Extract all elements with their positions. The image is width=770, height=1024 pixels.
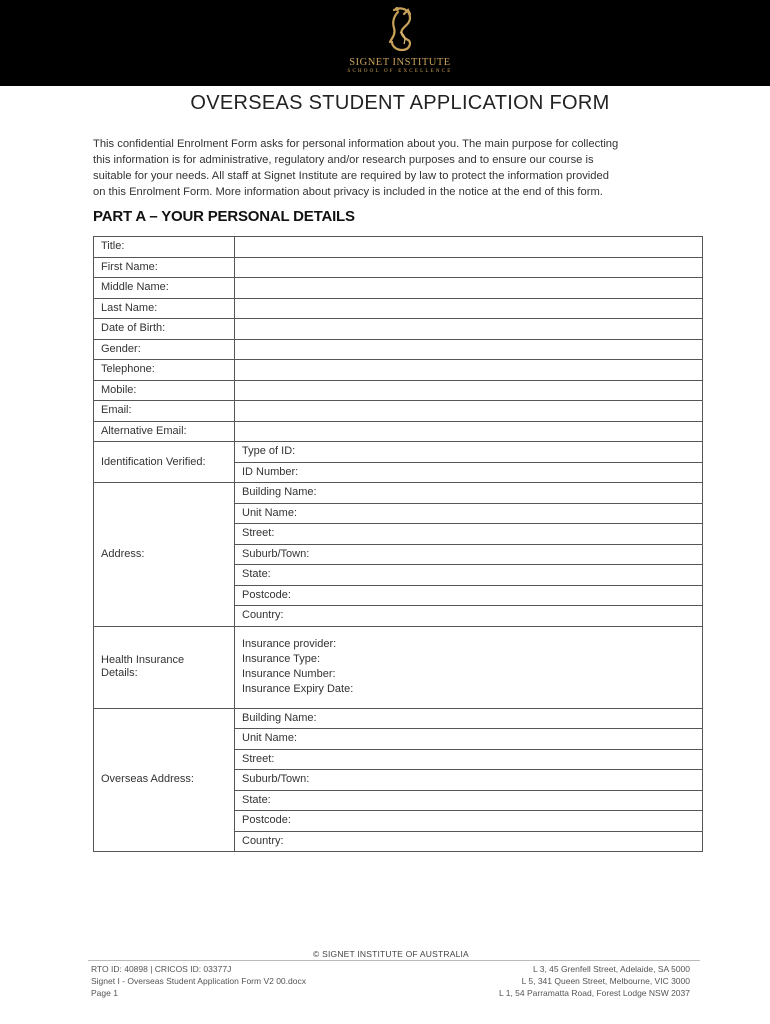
field-label-email: Email: <box>94 401 235 422</box>
intro-line: on this Enrolment Form. More information about privacy is included in the notice at the end of this form. <box>93 186 603 198</box>
table-row <box>94 401 703 422</box>
table-row <box>94 278 703 299</box>
table-row <box>94 360 703 381</box>
brand-tagline: SCHOOL OF EXCELLENCE <box>347 69 453 74</box>
footer-filename-line: Signet I - Overseas Student Application Form V2 00.docx <box>91 976 306 986</box>
field-label-middle-name: Middle Name: <box>94 278 235 299</box>
footer-address-melbourne: L 5, 341 Queen Street, Melbourne, VIC 3000 <box>521 976 690 986</box>
table-row <box>94 319 703 340</box>
health-insurance-label-line: Details: <box>101 667 138 679</box>
footer-page-number: Page 1 <box>91 988 118 998</box>
table-row <box>94 421 703 442</box>
id-type-input[interactable]: Type of ID: <box>235 442 703 463</box>
date-of-birth-input[interactable] <box>235 319 703 340</box>
field-label-alternative-email: Alternative Email: <box>94 421 235 442</box>
title-input[interactable] <box>235 237 703 258</box>
field-label-gender: Gender: <box>94 339 235 360</box>
field-label-identification-verified: Identification Verified: <box>94 442 235 483</box>
footer-address-forest-lodge: L 1, 54 Parramatta Road, Forest Lodge NSW 2037 <box>498 988 690 998</box>
overseas-building-name-input[interactable]: Building Name: <box>235 708 703 729</box>
overseas-street-input[interactable]: Street: <box>235 749 703 770</box>
table-row <box>94 298 703 319</box>
last-name-input[interactable] <box>235 298 703 319</box>
alternative-email-input[interactable] <box>235 421 703 442</box>
field-label-mobile: Mobile: <box>94 380 235 401</box>
overseas-state-input[interactable]: State: <box>235 790 703 811</box>
page-header <box>0 0 770 86</box>
insurance-number-line: Insurance Number: <box>242 668 336 680</box>
table-row <box>94 339 703 360</box>
overseas-postcode-input[interactable]: Postcode: <box>235 811 703 832</box>
address-street-input[interactable]: Street: <box>235 524 703 545</box>
field-label-address: Address: <box>94 483 235 627</box>
address-state-input[interactable]: State: <box>235 565 703 586</box>
overseas-suburb-town-input[interactable]: Suburb/Town: <box>235 770 703 791</box>
field-label-title: Title: <box>94 237 235 258</box>
footer-address-block <box>420 963 690 999</box>
footer-divider <box>88 960 700 961</box>
mobile-input[interactable] <box>235 380 703 401</box>
intro-line: this information is for administrative, regulatory and/or research purposes and to ensure our course is <box>93 154 594 166</box>
overseas-unit-name-input[interactable]: Unit Name: <box>235 729 703 750</box>
brand-logo <box>340 4 460 84</box>
field-label-telephone: Telephone: <box>94 360 235 381</box>
health-insurance-input[interactable] <box>235 626 703 708</box>
page-title: OVERSEAS STUDENT APPLICATION FORM <box>190 92 610 114</box>
telephone-input[interactable] <box>235 360 703 381</box>
brand-name: SIGNET INSTITUTE <box>349 57 451 68</box>
footer-address-adelaide: L 3, 45 Grenfell Street, Adelaide, SA 5000 <box>532 964 690 974</box>
table-row <box>94 442 703 463</box>
intro-line: This confidential Enrolment Form asks for personal information about you. The main purpose for collecting <box>93 138 619 150</box>
personal-details-table <box>93 236 703 852</box>
footer-rto-line: RTO ID: 40898 | CRICOS ID: 03377J <box>91 964 232 974</box>
first-name-input[interactable] <box>235 257 703 278</box>
email-input[interactable] <box>235 401 703 422</box>
insurance-expiry-line: Insurance Expiry Date: <box>242 683 354 695</box>
gender-input[interactable] <box>235 339 703 360</box>
table-row <box>94 237 703 258</box>
insurance-provider-line: Insurance provider: <box>242 638 337 650</box>
overseas-country-input[interactable]: Country: <box>235 831 703 852</box>
part-a-heading: PART A – YOUR PERSONAL DETAILS <box>93 208 355 225</box>
footer-copyright: © SIGNET INSTITUTE OF AUSTRALIA <box>313 949 469 959</box>
intro-line: suitable for your needs. All staff at Signet Institute are required by law to protect the information provided <box>93 170 609 182</box>
health-insurance-label-line: Health Insurance <box>101 654 185 666</box>
field-label-date-of-birth: Date of Birth: <box>94 319 235 340</box>
horse-head-logo-icon <box>380 4 420 56</box>
field-label-last-name: Last Name: <box>94 298 235 319</box>
field-label-health-insurance <box>94 626 235 708</box>
address-postcode-input[interactable]: Postcode: <box>235 585 703 606</box>
table-row <box>94 380 703 401</box>
id-number-input[interactable]: ID Number: <box>235 462 703 483</box>
table-row <box>94 483 703 504</box>
field-label-first-name: First Name: <box>94 257 235 278</box>
address-unit-name-input[interactable]: Unit Name: <box>235 503 703 524</box>
address-country-input[interactable]: Country: <box>235 606 703 627</box>
field-label-overseas-address: Overseas Address: <box>94 708 235 852</box>
table-row <box>94 257 703 278</box>
footer-left-block <box>91 963 306 999</box>
table-row <box>94 708 703 729</box>
middle-name-input[interactable] <box>235 278 703 299</box>
table-row <box>94 626 703 708</box>
insurance-type-line: Insurance Type: <box>242 653 321 665</box>
intro-paragraph <box>93 136 713 200</box>
address-suburb-town-input[interactable]: Suburb/Town: <box>235 544 703 565</box>
address-building-name-input[interactable]: Building Name: <box>235 483 703 504</box>
